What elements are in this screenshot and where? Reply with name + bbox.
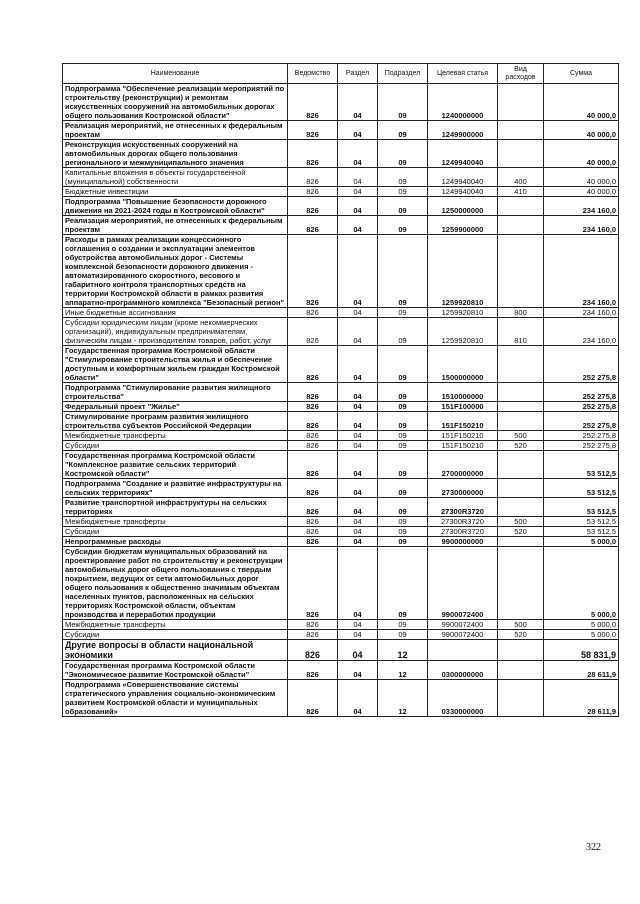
table-row: [63, 383, 619, 402]
cell-section: 04: [338, 383, 378, 402]
table-row: [63, 680, 619, 717]
cell-department: 826: [288, 140, 338, 168]
cell-amount: 234 160,0: [544, 216, 619, 235]
table-row: [63, 527, 619, 537]
cell-department: 826: [288, 630, 338, 640]
table-row: [63, 318, 619, 346]
header-target-item: Целевая статья: [428, 64, 498, 84]
cell-amount: 28 611,9: [544, 680, 619, 717]
cell-target-item: 9900072400: [428, 630, 498, 640]
header-expense-type: Вид расходов: [498, 64, 544, 84]
cell-name: Подпрограмма "Обеспечение реализации мероприятий по строительству (реконструкции) и ремонтам искусственных сооружений на автомобильных дорогах общего пользования Костромской области": [63, 84, 288, 121]
cell-target-item: 1250000000: [428, 197, 498, 216]
cell-department: 826: [288, 537, 338, 547]
cell-subsection: 09: [378, 402, 428, 412]
cell-subsection: 09: [378, 498, 428, 517]
cell-department: 826: [288, 216, 338, 235]
table-row: [63, 216, 619, 235]
cell-target-item: 1259900000: [428, 216, 498, 235]
cell-name: Субсидии: [63, 630, 288, 640]
cell-subsection: 09: [378, 527, 428, 537]
cell-expense-type: [498, 402, 544, 412]
table-row: [63, 346, 619, 383]
cell-expense-type: [498, 661, 544, 680]
cell-section: 04: [338, 235, 378, 308]
cell-subsection: 09: [378, 630, 428, 640]
cell-target-item: 2730000000: [428, 479, 498, 498]
header-department: Ведомство: [288, 64, 338, 84]
cell-target-item: 9900072400: [428, 620, 498, 630]
cell-name: Субсидии: [63, 527, 288, 537]
table-row: [63, 640, 619, 661]
cell-expense-type: [498, 197, 544, 216]
cell-amount: 40 000,0: [544, 187, 619, 197]
cell-name: Межбюджетные трансферты: [63, 620, 288, 630]
cell-target-item: 2700000000: [428, 451, 498, 479]
cell-amount: 5 000,0: [544, 630, 619, 640]
cell-subsection: 09: [378, 197, 428, 216]
cell-subsection: 09: [378, 383, 428, 402]
cell-expense-type: [498, 216, 544, 235]
cell-subsection: 09: [378, 216, 428, 235]
cell-department: 826: [288, 121, 338, 140]
cell-target-item: 151F100000: [428, 402, 498, 412]
cell-amount: 252 275,8: [544, 441, 619, 451]
cell-department: 826: [288, 479, 338, 498]
cell-name: Государственная программа Костромской области "Экономическое развитие Костромской области": [63, 661, 288, 680]
table-row: [63, 537, 619, 547]
cell-section: 04: [338, 517, 378, 527]
cell-name: Подпрограмма "Создание и развитие инфраструктуры на сельских территориях": [63, 479, 288, 498]
cell-department: 826: [288, 235, 338, 308]
cell-department: 826: [288, 197, 338, 216]
cell-subsection: 09: [378, 187, 428, 197]
table-row: [63, 168, 619, 187]
table-row: [63, 235, 619, 308]
cell-section: 04: [338, 527, 378, 537]
cell-expense-type: [498, 346, 544, 383]
cell-target-item: 151F150210: [428, 431, 498, 441]
cell-expense-type: [498, 680, 544, 717]
cell-amount: 40 000,0: [544, 121, 619, 140]
cell-target-item: 1249940040: [428, 187, 498, 197]
cell-subsection: 09: [378, 451, 428, 479]
cell-name: Другие вопросы в области национальной экономики: [63, 640, 288, 661]
table-row: [63, 197, 619, 216]
cell-section: 04: [338, 498, 378, 517]
cell-target-item: 9900072400: [428, 547, 498, 620]
cell-department: 826: [288, 318, 338, 346]
cell-target-item: 0300000000: [428, 661, 498, 680]
cell-section: 04: [338, 216, 378, 235]
cell-section: 04: [338, 308, 378, 318]
cell-department: 826: [288, 640, 338, 661]
cell-subsection: 09: [378, 308, 428, 318]
cell-subsection: 12: [378, 661, 428, 680]
cell-amount: 53 512,5: [544, 517, 619, 527]
cell-expense-type: 500: [498, 431, 544, 441]
cell-target-item: 1240000000: [428, 84, 498, 121]
cell-amount: 5 000,0: [544, 620, 619, 630]
cell-subsection: 09: [378, 547, 428, 620]
cell-name: Реконструкция искусственных сооружений на автомобильных дорогах общего пользования регионального и межмуниципального значения: [63, 140, 288, 168]
cell-section: 04: [338, 318, 378, 346]
cell-section: 04: [338, 620, 378, 630]
table-row: [63, 547, 619, 620]
cell-expense-type: 500: [498, 620, 544, 630]
budget-table: [62, 63, 619, 717]
cell-amount: 40 000,0: [544, 140, 619, 168]
cell-name: Федеральный проект "Жилье": [63, 402, 288, 412]
cell-amount: 53 512,5: [544, 498, 619, 517]
table-row: [63, 140, 619, 168]
table-row: [63, 431, 619, 441]
cell-subsection: 09: [378, 412, 428, 431]
cell-expense-type: [498, 547, 544, 620]
cell-department: 826: [288, 412, 338, 431]
table-row: [63, 441, 619, 451]
cell-name: Реализация мероприятий, не отнесенных к федеральным проектам: [63, 121, 288, 140]
cell-amount: 58 831,9: [544, 640, 619, 661]
cell-section: 04: [338, 187, 378, 197]
cell-department: 826: [288, 402, 338, 412]
cell-expense-type: 410: [498, 187, 544, 197]
cell-amount: 53 512,5: [544, 451, 619, 479]
cell-expense-type: 500: [498, 517, 544, 527]
cell-target-item: [428, 640, 498, 661]
cell-target-item: 1259920810: [428, 235, 498, 308]
cell-amount: 53 512,5: [544, 479, 619, 498]
cell-subsection: 09: [378, 168, 428, 187]
cell-section: 04: [338, 640, 378, 661]
cell-section: 04: [338, 451, 378, 479]
cell-section: 04: [338, 84, 378, 121]
cell-name: Расходы в рамках реализации концессионного соглашения о создании и эксплуатации элементов обустройства автомобильных дорог - Системы комплексной безопасности дорожного движения - автоматизированного скоростного, весового и габаритного контроля транспортных средств на территории Костромской области в рамках развития аппаратно-программного комплекса "Безопасный регион": [63, 235, 288, 308]
cell-department: 826: [288, 187, 338, 197]
cell-amount: 252 275,8: [544, 346, 619, 383]
cell-name: Капитальные вложения в объекты государственной (муниципальной) собственности: [63, 168, 288, 187]
cell-amount: 234 160,0: [544, 235, 619, 308]
header-name: Наименование: [63, 64, 288, 84]
cell-subsection: 09: [378, 140, 428, 168]
cell-amount: 252 275,8: [544, 412, 619, 431]
header-section: Раздел: [338, 64, 378, 84]
cell-amount: 53 512,5: [544, 527, 619, 537]
table-row: [63, 308, 619, 318]
cell-department: 826: [288, 527, 338, 537]
cell-department: 826: [288, 308, 338, 318]
cell-target-item: 9900000000: [428, 537, 498, 547]
cell-amount: 28 611,9: [544, 661, 619, 680]
cell-section: 04: [338, 661, 378, 680]
table-row: [63, 479, 619, 498]
cell-section: 04: [338, 197, 378, 216]
cell-department: 826: [288, 498, 338, 517]
cell-subsection: 09: [378, 479, 428, 498]
cell-expense-type: 520: [498, 441, 544, 451]
cell-name: Межбюджетные трансферты: [63, 431, 288, 441]
cell-department: 826: [288, 383, 338, 402]
cell-department: 826: [288, 680, 338, 717]
cell-section: 04: [338, 121, 378, 140]
cell-department: 826: [288, 620, 338, 630]
cell-name: Межбюджетные трансферты: [63, 517, 288, 527]
cell-section: 04: [338, 680, 378, 717]
cell-name: Непрограммные расходы: [63, 537, 288, 547]
cell-expense-type: [498, 235, 544, 308]
cell-expense-type: [498, 412, 544, 431]
cell-subsection: 09: [378, 537, 428, 547]
cell-name: Подпрограмма "Повышение безопасности дорожного движения на 2021-2024 годы в Костромской области": [63, 197, 288, 216]
cell-department: 826: [288, 547, 338, 620]
page-number: 322: [586, 842, 601, 853]
cell-expense-type: [498, 84, 544, 121]
table-row: [63, 402, 619, 412]
cell-name: Подпрограмма "Стимулирование развития жилищного строительства": [63, 383, 288, 402]
cell-section: 04: [338, 402, 378, 412]
cell-name: Подпрограмма «Совершенствование системы стратегического управления социально-экономическим развитием Костромской области и муниципальных образований»: [63, 680, 288, 717]
cell-name: Субсидии: [63, 441, 288, 451]
cell-department: 826: [288, 346, 338, 383]
cell-target-item: 151F150210: [428, 412, 498, 431]
table-row: [63, 187, 619, 197]
cell-target-item: 151F150210: [428, 441, 498, 451]
cell-target-item: 1249940040: [428, 140, 498, 168]
cell-expense-type: 520: [498, 527, 544, 537]
cell-department: 826: [288, 431, 338, 441]
cell-target-item: 27300R3720: [428, 527, 498, 537]
cell-expense-type: 520: [498, 630, 544, 640]
cell-expense-type: 800: [498, 308, 544, 318]
cell-amount: 252 275,8: [544, 431, 619, 441]
cell-subsection: 12: [378, 640, 428, 661]
table-row: [63, 121, 619, 140]
cell-expense-type: [498, 640, 544, 661]
cell-section: 04: [338, 346, 378, 383]
cell-subsection: 09: [378, 517, 428, 527]
cell-target-item: 1259920810: [428, 318, 498, 346]
cell-section: 04: [338, 441, 378, 451]
cell-subsection: 12: [378, 680, 428, 717]
cell-name: Государственная программа Костромской области "Комплексное развитие сельских территорий Костромской области": [63, 451, 288, 479]
cell-department: 826: [288, 441, 338, 451]
cell-department: 826: [288, 168, 338, 187]
cell-amount: 252 275,8: [544, 402, 619, 412]
cell-expense-type: [498, 383, 544, 402]
cell-amount: 5 000,0: [544, 547, 619, 620]
cell-section: 04: [338, 630, 378, 640]
cell-name: Иные бюджетные ассигнования: [63, 308, 288, 318]
table-header-row: [63, 64, 619, 84]
cell-target-item: 27300R3720: [428, 517, 498, 527]
cell-name: Развитие транспортной инфраструктуры на сельских территориях: [63, 498, 288, 517]
cell-name: Субсидии юридическим лицам (кроме некоммерческих организаций), индивидуальным предпринимателям, физическим лицам - производителям товаров, работ, услуг: [63, 318, 288, 346]
cell-section: 04: [338, 479, 378, 498]
cell-section: 04: [338, 412, 378, 431]
cell-expense-type: [498, 140, 544, 168]
cell-subsection: 09: [378, 235, 428, 308]
cell-subsection: 09: [378, 84, 428, 121]
cell-section: 04: [338, 140, 378, 168]
table-row: [63, 661, 619, 680]
cell-amount: 234 160,0: [544, 318, 619, 346]
cell-name: Субсидии бюджетам муниципальных образований на проектирование работ по строительству и реконструкции автомобильных дорог общего пользования с твердым покрытием, ведущих от сети автомобильных дорог общего пользования к общественно значимым объектам населенных пунктов, расположенных на сельских территориях Костромской области, объектам производства и переработки продукции: [63, 547, 288, 620]
header-amount: Сумма: [544, 64, 619, 84]
cell-target-item: 1510000000: [428, 383, 498, 402]
table-row: [63, 517, 619, 527]
cell-department: 826: [288, 84, 338, 121]
table-row: [63, 630, 619, 640]
cell-amount: 5 000,0: [544, 537, 619, 547]
cell-name: Государственная программа Костромской области "Стимулирование строительства жилья и обеспечение доступным и комфортным жильем граждан Костромской области": [63, 346, 288, 383]
cell-target-item: 27300R3720: [428, 498, 498, 517]
cell-subsection: 09: [378, 346, 428, 383]
cell-target-item: 1259920810: [428, 308, 498, 318]
cell-name: Стимулирование программ развития жилищного строительства субъектов Российской Федерации: [63, 412, 288, 431]
cell-expense-type: [498, 451, 544, 479]
cell-name: Бюджетные инвестиции: [63, 187, 288, 197]
table-row: [63, 451, 619, 479]
cell-subsection: 09: [378, 318, 428, 346]
cell-target-item: 1500000000: [428, 346, 498, 383]
cell-expense-type: [498, 479, 544, 498]
table-row: [63, 84, 619, 121]
cell-section: 04: [338, 547, 378, 620]
cell-department: 826: [288, 451, 338, 479]
cell-subsection: 09: [378, 121, 428, 140]
cell-expense-type: [498, 537, 544, 547]
cell-expense-type: 810: [498, 318, 544, 346]
table-row: [63, 412, 619, 431]
cell-expense-type: 400: [498, 168, 544, 187]
table-row: [63, 620, 619, 630]
cell-amount: 40 000,0: [544, 168, 619, 187]
cell-expense-type: [498, 121, 544, 140]
cell-target-item: 0330000000: [428, 680, 498, 717]
cell-target-item: 1249940040: [428, 168, 498, 187]
cell-section: 04: [338, 168, 378, 187]
cell-subsection: 09: [378, 620, 428, 630]
cell-section: 04: [338, 537, 378, 547]
table-row: [63, 498, 619, 517]
cell-amount: 40 000,0: [544, 84, 619, 121]
header-subsection: Подраздел: [378, 64, 428, 84]
cell-amount: 252 275,8: [544, 383, 619, 402]
cell-amount: 234 160,0: [544, 308, 619, 318]
cell-amount: 234 160,0: [544, 197, 619, 216]
cell-expense-type: [498, 498, 544, 517]
cell-section: 04: [338, 431, 378, 441]
cell-department: 826: [288, 661, 338, 680]
cell-target-item: 1249900000: [428, 121, 498, 140]
cell-name: Реализация мероприятий, не отнесенных к федеральным проектам: [63, 216, 288, 235]
cell-subsection: 09: [378, 431, 428, 441]
cell-department: 826: [288, 517, 338, 527]
cell-subsection: 09: [378, 441, 428, 451]
